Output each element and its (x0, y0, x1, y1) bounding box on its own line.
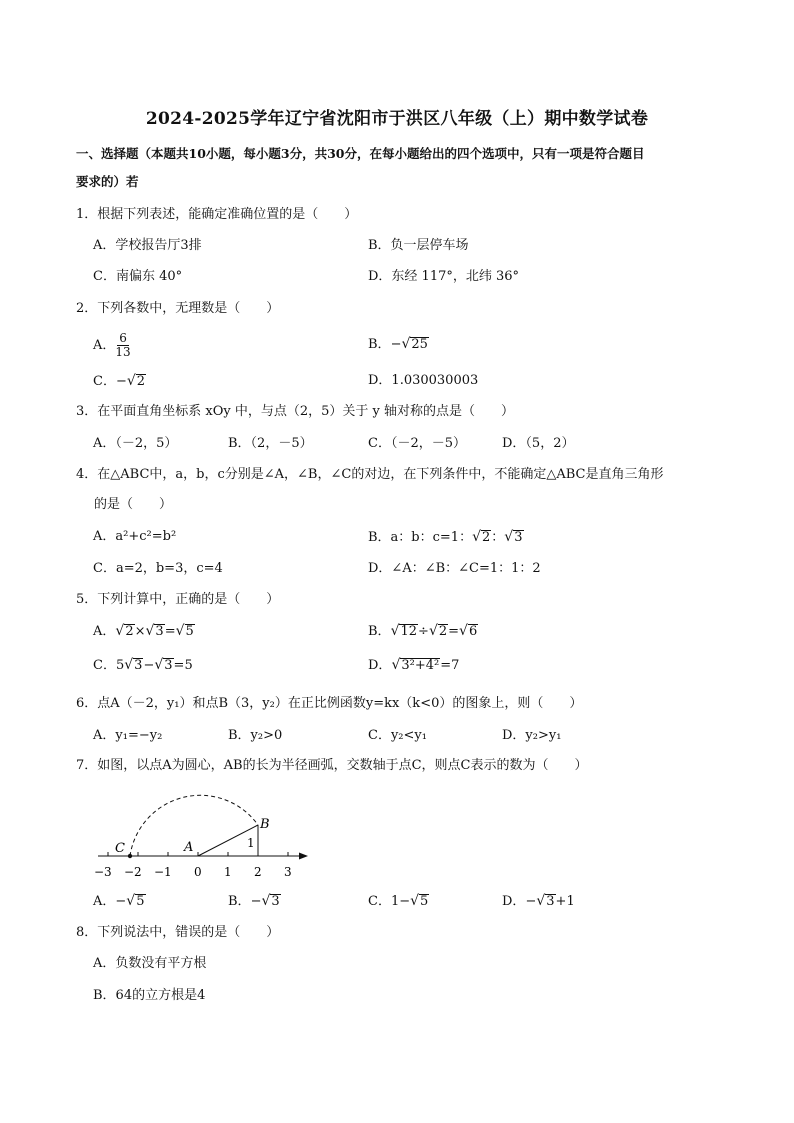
q2-option-a (93, 332, 131, 359)
q1-option-c: C．南偏东 40° (93, 269, 183, 284)
q7-option-d (502, 891, 575, 912)
label-side-length: 1 (247, 836, 255, 850)
section-heading-line2: 要求的）若 (76, 174, 139, 189)
q6-option-d: D．y₂>y₁ (502, 728, 562, 743)
radicand: 2 (136, 374, 146, 389)
number-line-figure (90, 782, 320, 882)
minus-sign: − (525, 894, 537, 909)
radical-icon: √ (536, 893, 546, 909)
question-4-stem (76, 465, 726, 515)
radicand: 12 (400, 624, 418, 639)
q7-option-a (93, 891, 146, 912)
radical-icon: √ (428, 623, 438, 639)
radicand: 25 (411, 337, 428, 352)
q3-option-c: C．（－2，－5） (368, 436, 466, 451)
label-b: B (260, 817, 270, 832)
equals-sign: = (164, 624, 176, 639)
radicand: 6 (468, 624, 478, 639)
equals-sign: = (448, 624, 460, 639)
q2-option-c (93, 371, 146, 392)
q7-option-c (368, 891, 429, 912)
radical-icon: √ (126, 893, 136, 909)
tick-label: −2 (124, 865, 142, 879)
q6-option-c: C．y₂<y₁ (368, 728, 427, 743)
operator: × (134, 624, 146, 639)
q7-a-label: A． (93, 894, 116, 909)
radical-icon: √ (145, 623, 155, 639)
q5-d-label: D． (368, 658, 392, 673)
q4-option-c: C．a=2，b=3，c=4 (93, 561, 223, 576)
point-c (128, 854, 132, 858)
q2-option-b (368, 334, 429, 355)
suffix: +1 (555, 894, 575, 909)
tick-label: −1 (154, 865, 172, 879)
tick-label: −3 (94, 865, 112, 879)
q8-option-a: A．负数没有平方根 (93, 956, 207, 971)
radicand: 3²+4² (401, 658, 440, 673)
radical-icon: √ (261, 893, 271, 909)
radicand: 3 (546, 894, 555, 909)
q5-option-b (368, 621, 478, 642)
q1-option-a: A．学校报告厅3排 (93, 238, 202, 253)
radicand: 3 (155, 624, 164, 639)
radicand: 3 (514, 530, 523, 545)
question-6-stem: 6．点A（－2，y₁）和点B（3，y₂）在正比例函数y=kx（k<0）的图象上，则（ ） (76, 696, 583, 711)
prefix: 1− (390, 894, 411, 909)
minus-sign: − (390, 337, 402, 352)
question-7-stem: 7．如图，以点A为圆心，AB的长为半径画弧，交数轴于点C，则点C表示的数为（ ） (76, 758, 588, 773)
tick-label: 1 (224, 865, 232, 879)
radical-icon: √ (115, 623, 125, 639)
q5-option-c (93, 655, 193, 676)
question-4-stem-line2: 的是（ ） (94, 497, 173, 512)
axis-arrow-icon (299, 853, 308, 860)
exam-title: 2024-2025学年辽宁省沈阳市于洪区八年级（上）期中数学试卷 (145, 109, 649, 129)
minus-sign: − (115, 894, 127, 909)
question-1-stem: 1．根据下列表述，能确定准确位置的是（ ） (76, 207, 358, 222)
radical-icon: √ (459, 623, 468, 639)
q7-d-label: D． (502, 894, 526, 909)
q8-option-b: B．64的立方根是4 (93, 988, 206, 1003)
radicand: 2 (438, 624, 448, 639)
radical-icon: √ (401, 336, 411, 352)
radical-icon: √ (390, 623, 400, 639)
tick-label: 2 (254, 865, 262, 879)
fraction-denominator: 13 (115, 345, 131, 359)
radicand: 5 (136, 894, 145, 909)
q2-option-d: D．1.030030003 (368, 373, 479, 388)
equals-result: =7 (440, 658, 460, 673)
radical-icon: √ (391, 657, 401, 673)
q1-option-b: B．负一层停车场 (368, 238, 469, 253)
radicand: 5 (185, 624, 194, 639)
radicand: 2 (482, 530, 491, 545)
equals-result: =5 (173, 658, 193, 673)
q4-option-b (368, 527, 524, 548)
q4-option-d: D．∠A：∠B：∠C=1：1：2 (368, 561, 541, 576)
q5-option-a (93, 621, 195, 642)
radical-icon: √ (124, 657, 134, 673)
tick-label: 0 (194, 865, 202, 879)
q1-option-d: D．东经 117°，北纬 36° (368, 269, 520, 284)
q7-option-b (228, 891, 281, 912)
q5-option-d (368, 655, 459, 676)
q5-c-label: C． (93, 658, 116, 673)
q5-b-label: B． (368, 624, 391, 639)
q4-option-a: A．a²+c²=b² (93, 529, 177, 544)
radicand: 3 (271, 894, 280, 909)
radical-icon: √ (154, 657, 164, 673)
q2-a-label: A． (93, 338, 116, 353)
fraction (115, 332, 130, 359)
radicand: 3 (164, 658, 173, 673)
minus-sign: − (115, 374, 127, 389)
q2-c-label: C． (93, 374, 116, 389)
question-2-stem: 2．下列各数中，无理数是（ ） (76, 301, 280, 316)
q3-option-a: A．（－2，5） (93, 436, 178, 451)
coefficient: 5 (115, 658, 125, 673)
radicand: 2 (125, 624, 134, 639)
radical-icon: √ (175, 623, 185, 639)
ratio-colon: ： (491, 530, 505, 545)
q7-c-label: C． (368, 894, 391, 909)
minus-sign: − (250, 894, 262, 909)
q6-option-a: A．y₁=−y₂ (93, 728, 163, 743)
fraction-numerator: 6 (119, 331, 127, 345)
question-3-stem: 3．在平面直角坐标系 xOy 中，与点（2，5）关于 y 轴对称的点是（ ） (76, 404, 515, 419)
q4-b-prefix: B．a：b：c=1： (368, 530, 473, 545)
operator: ÷ (418, 624, 429, 639)
label-a: A (184, 840, 194, 855)
radical-icon: √ (472, 529, 481, 545)
radical-icon: √ (410, 893, 420, 909)
q5-a-label: A． (93, 624, 116, 639)
label-c: C (115, 841, 125, 856)
q3-option-d: D．（5，2） (502, 436, 575, 451)
q2-b-label: B． (368, 337, 391, 352)
radicand: 3 (134, 658, 143, 673)
question-4-stem-line1: 4．在△ABC中，a，b，c分别是∠A，∠B，∠C的对边，在下列条件中，不能确定△ABC是直角三角形 (76, 467, 664, 482)
radical-icon: √ (126, 373, 136, 389)
question-5-stem: 5．下列计算中，正确的是（ ） (76, 592, 280, 607)
section-heading-line1: 一、选择题（本题共10小题，每小题3分，共30分，在每小题给出的四个选项中，只有一项是符合题目 (76, 146, 645, 161)
q7-b-label: B． (228, 894, 251, 909)
q6-option-b: B．y₂>0 (228, 728, 283, 743)
q3-option-b: B．（2，－5） (228, 436, 313, 451)
tick-label: 3 (284, 865, 292, 879)
radicand: 5 (420, 894, 429, 909)
question-8-stem: 8．下列说法中，错误的是（ ） (76, 925, 280, 940)
radical-icon: √ (504, 529, 514, 545)
section-heading (76, 140, 726, 196)
operator: − (143, 658, 155, 673)
dashed-arc (130, 795, 258, 856)
